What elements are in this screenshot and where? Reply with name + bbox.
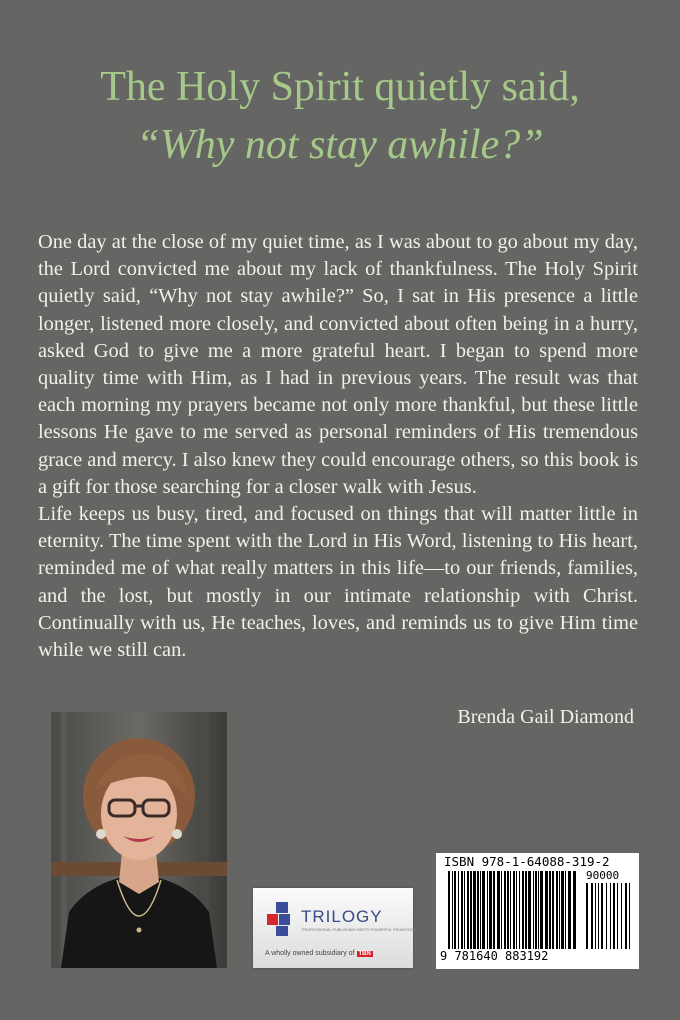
tbn-logo: TBN xyxy=(358,951,371,957)
price-addon-digits: 90000 xyxy=(586,869,620,882)
publisher-logo-card xyxy=(253,888,417,968)
blurb-paragraph-1: One day at the close of my quiet time, as I was about to go about my day, the Lord convicted me about my lack of thankfulness. The Holy Spirit quietly said, “Why not stay awhile?” So, I sat in His presence a little longer, listened more closely, and convicted about often being in a hurry, asked God to give me a more grateful heart. I began to spend more quality time with Him, as I had in previous years. The result was that each morning my prayers became not only more thankful, but these little lessons He gave to me served as personal reminders of His tremendous grace and mercy. I also knew they could encourage others, so this book is a gift for those searching for a closer walk with Jesus. xyxy=(38,231,638,498)
headline-line-2: “Why not stay awhile?” xyxy=(136,122,544,168)
publisher-tagline: PROFESSIONAL PUBLISHING MEETS POWERFUL PROMOTION xyxy=(302,928,417,932)
blurb xyxy=(38,229,638,664)
author-portrait-illustration xyxy=(51,712,227,968)
publisher-name: TRILOGY xyxy=(301,907,383,926)
isbn-barcode xyxy=(436,853,639,969)
author-name: Brenda Gail Diamond xyxy=(457,706,634,728)
publisher-subsidiary-line xyxy=(265,950,373,957)
author-photo xyxy=(51,712,227,968)
barcode-digits: 9 781640 883192 xyxy=(440,949,549,963)
headline-line-1: The Holy Spirit quietly said, xyxy=(100,64,580,110)
isbn-text: ISBN 978-1-64088-319-2 xyxy=(444,854,610,869)
headline xyxy=(0,58,680,174)
trilogy-logo-icon xyxy=(267,902,297,936)
publisher-subsidiary-text: A wholly owned subsidiary of xyxy=(265,950,355,957)
blurb-paragraph-2: Life keeps us busy, tired, and focused on things that will matter little in eternity. The time spent with the Lord in His Word, listening to His heart, reminded me of what really matters in this life—to our friends, families, and the lost, but mostly in our intimate relationship with Christ. Continually with us, He teaches, loves, and reminds us to give Him time while we still can. xyxy=(38,503,638,662)
